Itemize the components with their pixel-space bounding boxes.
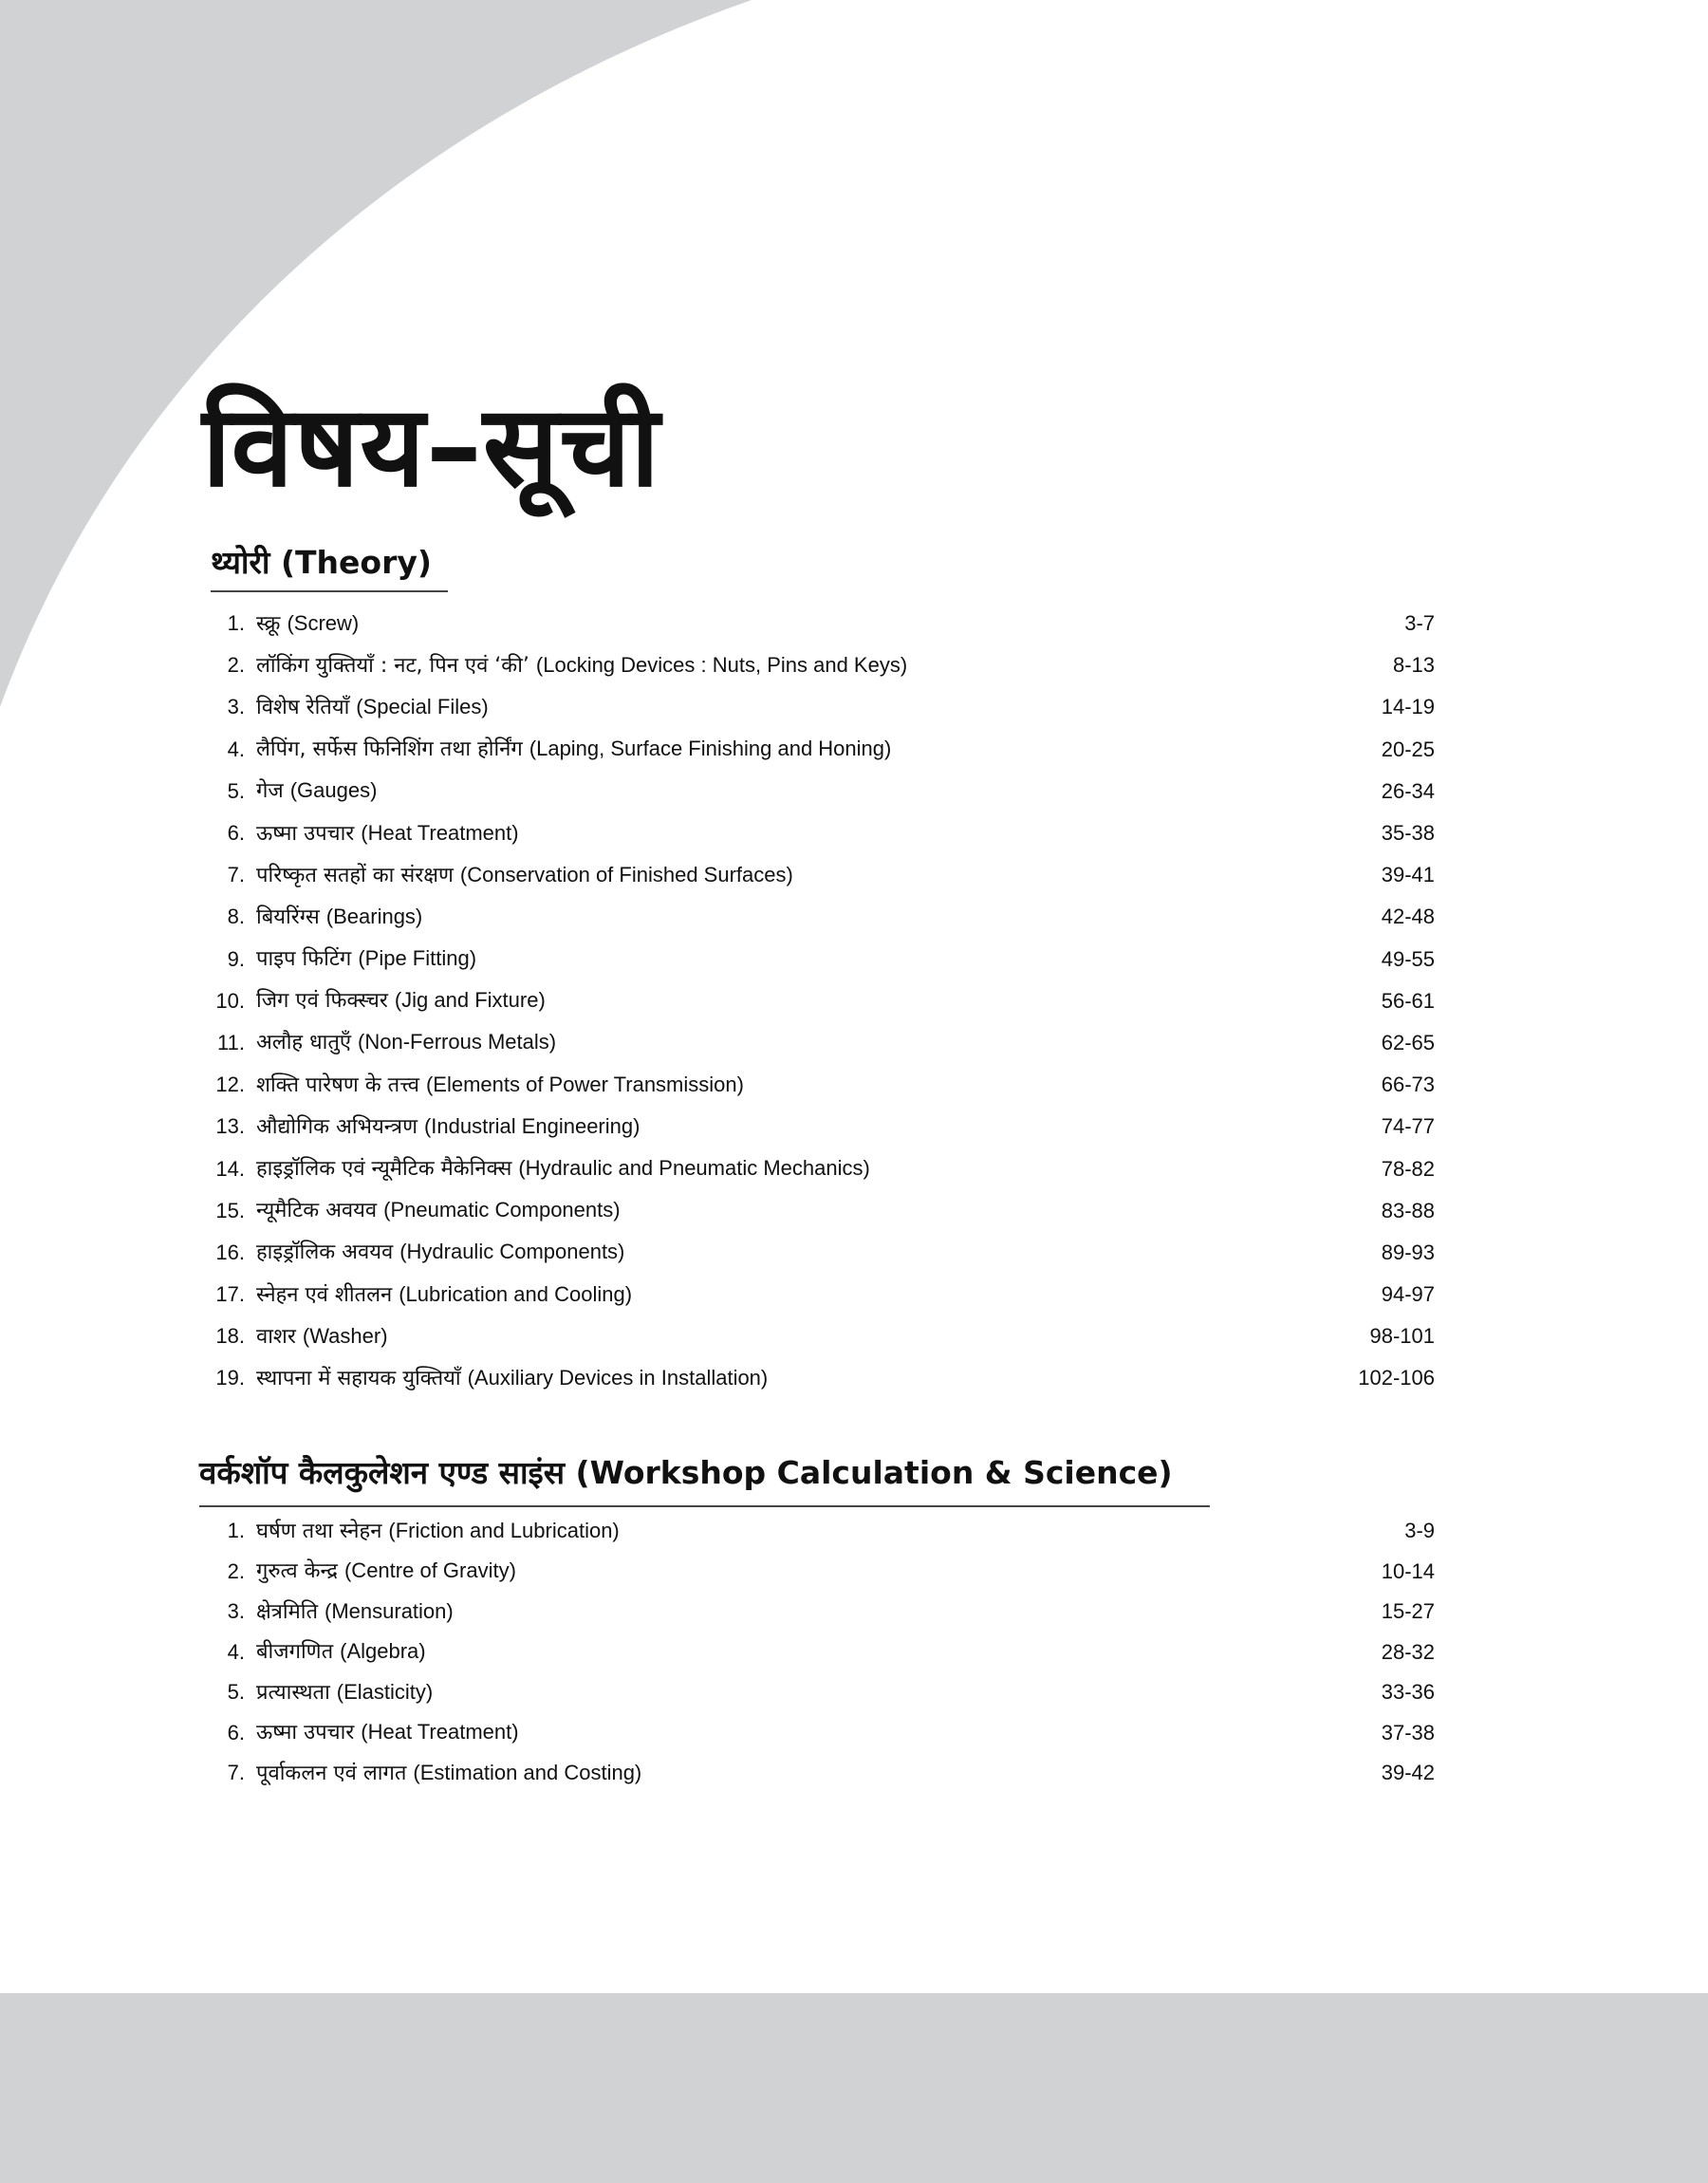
toc-entry: [209, 686, 1435, 728]
entry-title-english: (Pipe Fitting): [358, 946, 477, 971]
entry-number: 11.: [217, 1030, 245, 1054]
toc-entry: [209, 644, 1435, 686]
entry-title: [256, 820, 1311, 848]
entry-page-range: 94-97: [1381, 1282, 1435, 1307]
entry-title-hindi: स्नेहन एवं शीतलन: [256, 1282, 393, 1307]
toc-entry: [209, 1190, 1435, 1232]
entry-number: 6.: [227, 1720, 245, 1745]
toc-entry: [209, 1753, 1435, 1794]
toc-entry: [209, 1672, 1435, 1713]
entry-title-english: (Gauges): [289, 778, 378, 803]
entry-page-range: 35-38: [1381, 821, 1435, 846]
entry-title-hindi: बियरिंग्स: [256, 905, 320, 929]
entry-page-range: 15-27: [1381, 1599, 1435, 1624]
entry-page-range: 3-9: [1404, 1519, 1435, 1543]
footer-band: [0, 1993, 1708, 2183]
entry-number: 1.: [227, 1519, 245, 1543]
toc-entry: [209, 1357, 1435, 1399]
entry-title: [256, 1323, 1311, 1351]
entry-title-hindi: हाइड्रॉलिक अवयव: [256, 1241, 394, 1265]
entry-title-english: (Heat Treatment): [361, 820, 519, 845]
entry-page-range: 39-42: [1381, 1761, 1435, 1785]
entry-title: [256, 1518, 1311, 1545]
toc-entry: [209, 1592, 1435, 1633]
entry-page-range: 49-55: [1381, 946, 1435, 971]
entry-title-hindi: पूर्वाकलन एवं लागत: [256, 1761, 407, 1785]
entry-title-hindi: घर्षण तथा स्नेहन: [256, 1519, 382, 1543]
entry-title: [256, 694, 1311, 721]
entry-title-english: (Screw): [287, 610, 360, 635]
entry-page-range: 62-65: [1381, 1030, 1435, 1054]
entry-number: 7.: [227, 1761, 245, 1785]
entry-page-range: 28-32: [1381, 1639, 1435, 1664]
entry-title-english: (Elasticity): [336, 1679, 434, 1704]
entry-page-range: 10-14: [1381, 1558, 1435, 1583]
entry-page-range: 14-19: [1381, 695, 1435, 719]
toc-list-theory: [209, 603, 1435, 1400]
entry-title-english: (Friction and Lubrication): [388, 1518, 620, 1542]
entry-page-range: 74-77: [1381, 1114, 1435, 1139]
entry-title-hindi: परिष्कृत सतहों का संरक्षण: [256, 863, 454, 887]
entry-page-range: 56-61: [1381, 988, 1435, 1013]
entry-page-range: 66-73: [1381, 1073, 1435, 1097]
entry-number: 9.: [227, 946, 245, 971]
toc-entry: [209, 1511, 1435, 1552]
entry-number: 16.: [215, 1240, 245, 1264]
entry-title-hindi: गेज: [256, 779, 284, 804]
entry-title-english: (Washer): [302, 1323, 388, 1348]
entry-title: [256, 652, 1311, 680]
entry-title-english: (Laping, Surface Finishing and Honing): [529, 737, 892, 761]
entry-title-english: (Hydraulic Components): [399, 1240, 625, 1264]
entry-number: 4.: [227, 737, 245, 761]
entry-title: [256, 1239, 1311, 1266]
entry-page-range: 83-88: [1381, 1198, 1435, 1222]
entry-title: [256, 1719, 1311, 1746]
entry-title-english: (Auxiliary Devices in Installation): [467, 1365, 769, 1390]
toc-entry: [209, 1106, 1435, 1147]
toc-entry: [209, 1552, 1435, 1593]
toc-entry: [209, 603, 1435, 644]
entry-title: [256, 1197, 1311, 1224]
entry-title-english: (Industrial Engineering): [423, 1113, 640, 1138]
toc-entry: [209, 729, 1435, 771]
entry-number: 10.: [215, 988, 245, 1013]
entry-title: [256, 1365, 1311, 1392]
entry-title-hindi: क्षेत्रमिति: [256, 1599, 319, 1624]
toc-entry: [209, 939, 1435, 980]
toc-entry: [209, 771, 1435, 812]
toc-entry: [209, 1713, 1435, 1754]
section-heading-workshop-calculation: वर्कशॉप कैलकुलेशन एण्ड साइंस (Workshop Calculation & Science): [199, 1445, 1210, 1507]
toc-entry: [209, 1232, 1435, 1274]
entry-number: 17.: [215, 1282, 245, 1307]
entry-title-english: (Hydraulic and Pneumatic Mechanics): [518, 1156, 870, 1181]
entry-page-range: 39-41: [1381, 863, 1435, 887]
entry-title-hindi: गुरुत्व केन्द्र: [256, 1559, 338, 1584]
entry-page-range: 33-36: [1381, 1680, 1435, 1705]
entry-page-range: 89-93: [1381, 1240, 1435, 1264]
entry-title-hindi: अलौह धातुएँ: [256, 1031, 352, 1055]
entry-title-english: (Conservation of Finished Surfaces): [459, 862, 793, 886]
toc-entry: [209, 980, 1435, 1022]
entry-title-hindi: औद्योगिक अभियन्त्रण: [256, 1114, 418, 1139]
entry-page-range: 26-34: [1381, 778, 1435, 803]
entry-page-range: 98-101: [1369, 1324, 1435, 1349]
entry-title-hindi: स्क्रू: [256, 611, 281, 636]
entry-title: [256, 1281, 1311, 1309]
entry-title: [256, 736, 1311, 763]
entry-title-english: (Estimation and Costing): [413, 1760, 642, 1784]
entry-number: 6.: [227, 821, 245, 846]
entry-page-range: 20-25: [1381, 737, 1435, 761]
entry-title-hindi: ऊष्मा उपचार: [256, 821, 355, 846]
entry-title-english: (Elements of Power Transmission): [425, 1072, 744, 1096]
entry-title-hindi: वाशर: [256, 1324, 296, 1349]
toc-entry: [209, 1064, 1435, 1106]
entry-title: [256, 1558, 1311, 1585]
entry-title-hindi: हाइड्रॉलिक एवं न्यूमैटिक मैकेनिक्स: [256, 1157, 512, 1182]
entry-number: 4.: [227, 1639, 245, 1664]
entry-title-english: (Pneumatic Components): [383, 1198, 621, 1222]
entry-title-hindi: लॉकिंग युक्तियाँ : नट, पिन एवं ‘की’: [256, 653, 529, 678]
entry-page-range: 78-82: [1381, 1156, 1435, 1181]
entry-title: [256, 1072, 1311, 1099]
entry-title-english: (Locking Devices : Nuts, Pins and Keys): [535, 652, 908, 677]
entry-title: [256, 1113, 1311, 1141]
section-heading-theory: थ्योरी (Theory): [211, 539, 448, 592]
entry-title: [256, 904, 1311, 931]
entry-number: 7.: [227, 863, 245, 887]
entry-number: 2.: [227, 653, 245, 678]
entry-title: [256, 862, 1311, 889]
toc-entry: [209, 1315, 1435, 1357]
entry-title-hindi: न्यूमैटिक अवयव: [256, 1199, 378, 1223]
entry-number: 1.: [227, 611, 245, 636]
entry-title-english: (Bearings): [325, 904, 423, 928]
entry-title: [256, 1760, 1311, 1787]
entry-page-range: 8-13: [1392, 653, 1435, 678]
entry-title-hindi: स्थापना में सहायक युक्तियाँ: [256, 1366, 461, 1390]
entry-number: 3.: [227, 695, 245, 719]
entry-number: 19.: [215, 1366, 245, 1390]
entry-title-hindi: विशेष रेतियाँ: [256, 695, 350, 719]
entry-title: [256, 945, 1311, 973]
toc-entry: [209, 1274, 1435, 1315]
entry-title-hindi: जिग एवं फिक्स्चर: [256, 989, 388, 1014]
entry-title-hindi: शक्ति पारेषण के तत्त्व: [256, 1073, 419, 1097]
entry-page-range: 37-38: [1381, 1720, 1435, 1745]
entry-title-hindi: पाइप फिटिंग: [256, 947, 352, 972]
entry-title: [256, 1598, 1311, 1626]
entry-number: 13.: [215, 1114, 245, 1139]
toc-entry: [209, 896, 1435, 938]
entry-page-range: 102-106: [1358, 1366, 1435, 1390]
entry-title-english: (Centre of Gravity): [343, 1558, 516, 1583]
entry-number: 8.: [227, 905, 245, 929]
entry-title-english: (Heat Treatment): [361, 1720, 519, 1745]
entry-title-english: (Special Files): [356, 694, 489, 718]
entry-number: 18.: [215, 1324, 245, 1349]
entry-number: 12.: [215, 1073, 245, 1097]
page-title: विषय–सूची: [202, 381, 661, 512]
toc-entry: [209, 1022, 1435, 1064]
entry-number: 3.: [227, 1599, 245, 1624]
entry-number: 5.: [227, 778, 245, 803]
entry-title-english: (Non-Ferrous Metals): [358, 1030, 557, 1054]
toc-entry: [209, 1633, 1435, 1673]
toc-list-workshop-calculation: [209, 1511, 1435, 1794]
entry-number: 14.: [215, 1156, 245, 1181]
entry-title: [256, 1638, 1311, 1666]
toc-entry: [209, 1147, 1435, 1189]
entry-title-hindi: प्रत्यास्थता: [256, 1680, 330, 1705]
entry-title: [256, 777, 1311, 805]
entry-title: [256, 610, 1311, 638]
entry-title: [256, 1679, 1311, 1707]
entry-number: 5.: [227, 1680, 245, 1705]
entry-title-hindi: ऊष्मा उपचार: [256, 1721, 355, 1745]
entry-title-hindi: लैपिंग, सर्फेस फिनिशिंग तथा होर्निंग: [256, 737, 523, 762]
entry-title-hindi: बीजगणित: [256, 1640, 334, 1665]
entry-page-range: 3-7: [1404, 611, 1435, 636]
entry-number: 2.: [227, 1558, 245, 1583]
entry-title: [256, 1029, 1311, 1056]
toc-entry: [209, 812, 1435, 854]
entry-title-english: (Mensuration): [325, 1598, 454, 1623]
entry-page-range: 42-48: [1381, 905, 1435, 929]
entry-title: [256, 1155, 1311, 1183]
entry-number: 15.: [215, 1198, 245, 1222]
entry-title-english: (Lubrication and Cooling): [399, 1281, 633, 1306]
entry-title: [256, 987, 1311, 1015]
entry-title-english: (Jig and Fixture): [394, 988, 546, 1013]
entry-title-english: (Algebra): [340, 1639, 426, 1664]
toc-entry: [209, 854, 1435, 896]
